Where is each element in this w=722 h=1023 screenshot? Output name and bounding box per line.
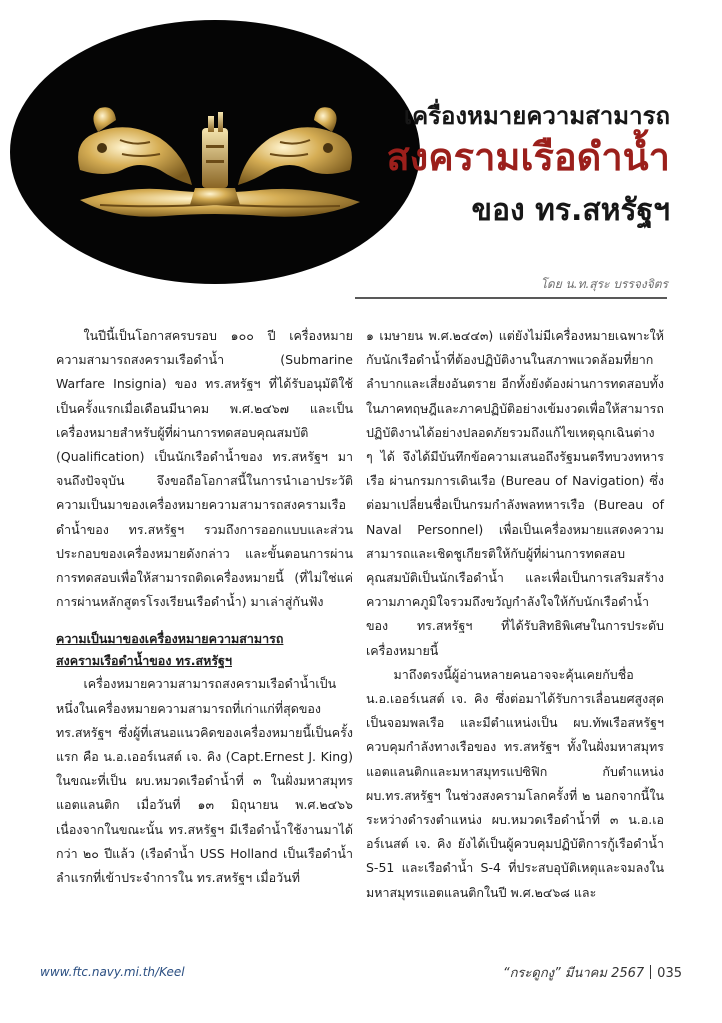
section-heading-line2: สงครามเรือดำน้ำของ ทร.สหรัฐฯ [56, 653, 232, 669]
right-column [366, 324, 664, 905]
byline: โดย น.ท.สุระ บรรจงจิตร [540, 277, 668, 291]
history-paragraph: เครื่องหมายความสามารถสงครามเรือดำน้ำเป็นหนึ่งในเครื่องหมายความสามารถที่เก่าแก่ที่สุดของ ทร.สหรัฐฯ ซึ่งผู้ที่เสนอแนวคิดของเครื่องหมายนี้เป็นครั้งแรก คือ น.อ.เออร์เนสต์ เจ. คิง (Capt.Ernest J. King) ในขณะที่เป็น ผบ.หมวดเรือดำน้ำที่ ๓ ในฝั่งมหาสมุทรแอตแลนติก เมื่อวันที่ ๑๓ มิถุนายน พ.ศ.๒๔๖๖ เนื่องจากในขณะนั้น ทร.สหรัฐฯ มีเรือดำน้ำใช้งานมาได้กว่า ๒๐ ปีแล้ว (เรือดำน้ำ USS Holland เป็นเรือดำน้ำลำแรกที่เข้าประจำการใน ทร.สหรัฐฯ เมื่อวันที่ [56, 676, 353, 886]
footer-url: www.ftc.navy.mi.th/Keel [40, 965, 185, 979]
section-heading [56, 628, 353, 672]
section-heading-line1: ความเป็นมาของเครื่องหมายความสามารถ [56, 631, 284, 647]
insignia-photo [10, 20, 420, 285]
intro-paragraph: ในปีนี้เป็นโอกาสครบรอบ ๑๐๐ ปี เครื่องหมายความสามารถสงครามเรือดำน้ำ (Submarine Warfare Insignia) ของ ทร.สหรัฐฯ ที่ได้รับอนุมัติใช้เป็นครั้งแรกเมื่อเดือนมีนาคม พ.ศ.๒๔๖๗ และเป็นเครื่องหมายสำหรับผู้ที่ผ่านการทดสอบคุณสมบัติ (Qualification) เป็นนักเรือดำน้ำของ ทร.สหรัฐฯ มาจนถึงปัจจุบัน จึงขอถือโอกาสนี้ในการนำเอาประวัติความเป็นมาของเครื่องหมายความสามารถสงครามเรือดำน้ำของ ทร.สหรัฐฯ รวมถึงการออกแบบและส่วนประกอบของเครื่องหมายดังกล่าว และขั้นตอนการผ่านการทดสอบเพื่อให้สามารถติดเครื่องหมายนี้ (ที่ไม่ใช่แค่การผ่านหลักสูตรโรงเรียนเรือดำน้ำ) มาเล่าสู่กันฟัง [56, 328, 353, 610]
footer-magazine: “กระดูกงู” มีนาคม 2567 [502, 966, 645, 981]
king-paragraph: มาถึงตรงนี้ผู้อ่านหลายคนอาจจะคุ้นเคยกับชื่อ น.อ.เออร์เนสต์ เจ. คิง ซึ่งต่อมาได้รับการเลื่อนยศสูงสุดเป็นจอมพลเรือ และมีตำแหน่งเป็น ผบ.ทัพเรือสหรัฐฯ ควบคุมกำลังทางเรือของ ทร.สหรัฐฯ ทั้งในฝั่งมหาสมุทรแอตแลนติกและมหาสมุทรแปซิฟิก กับตำแหน่ง ผบ.ทร.สหรัฐฯ ในช่วงสงครามโลกครั้งที่ ๒ นอกจากนี้ในระหว่างดำรงตำแหน่ง ผบ.หมวดเรือดำน้ำที่ ๓ น.อ.เออร์เนสต์ เจ. คิง ยังได้เป็นผู้ควบคุมปฏิบัติการกู้เรือดำน้ำ S-51 และเรือดำน้ำ S-4 ที่ประสบอุบัติเหตุและจมลงในมหาสมุทรแอตแลนติกในปี พ.ศ.๒๔๖๘ และ [366, 666, 664, 900]
left-column [56, 324, 353, 890]
footer-page-info [503, 962, 682, 983]
continuation-paragraph: ๑ เมษายน พ.ศ.๒๔๔๓) แต่ยังไม่มีเครื่องหมายเฉพาะให้กับนักเรือดำน้ำที่ต้องปฏิบัติงานในสภาพแวดล้อมที่ยากลำบากและเสี่ยงอันตราย อีกทั้งยังต้องผ่านการทดสอบทั้งในภาคทฤษฎีและภาคปฏิบัติอย่างเข้มงวดเพื่อให้สามารถปฏิบัติงานได้อย่างปลอดภัยรวมถึงแก้ไขเหตุฉุกเฉินต่าง ๆ ได้ จึงได้มีบันทึกข้อความเสนอถึงรัฐมนตรีทบวงทหารเรือ ผ่านกรมการเดินเรือ (Bureau of Navigation) ซึ่งต่อมาเปลี่ยนชื่อเป็นกรมกำลังพลทหารเรือ (Bureau of Naval Personnel) เพื่อเป็นเครื่องหมายแสดงความสามารถและเชิดชูเกียรติให้กับผู้ที่ผ่านการทดสอบคุณสมบัติเป็นนักเรือดำน้ำ และเพื่อเป็นการเสริมสร้างความภาคภูมิใจรวมถึงขวัญกำลังใจให้กับนักเรือดำน้ำของ ทร.สหรัฐฯ ที่ได้รับสิทธิพิเศษในการประดับเครื่องหมายนี้ [366, 328, 664, 658]
article-title-line2: สงครามเรือดำน้ำ [386, 135, 670, 179]
header-divider [355, 297, 667, 299]
article-title-line3: ของ ทร.สหรัฐฯ [471, 193, 670, 228]
page-number: 035 [657, 966, 682, 981]
footer-separator [650, 965, 651, 979]
article-title-line1: เครื่องหมายความสามารถ [403, 102, 670, 130]
